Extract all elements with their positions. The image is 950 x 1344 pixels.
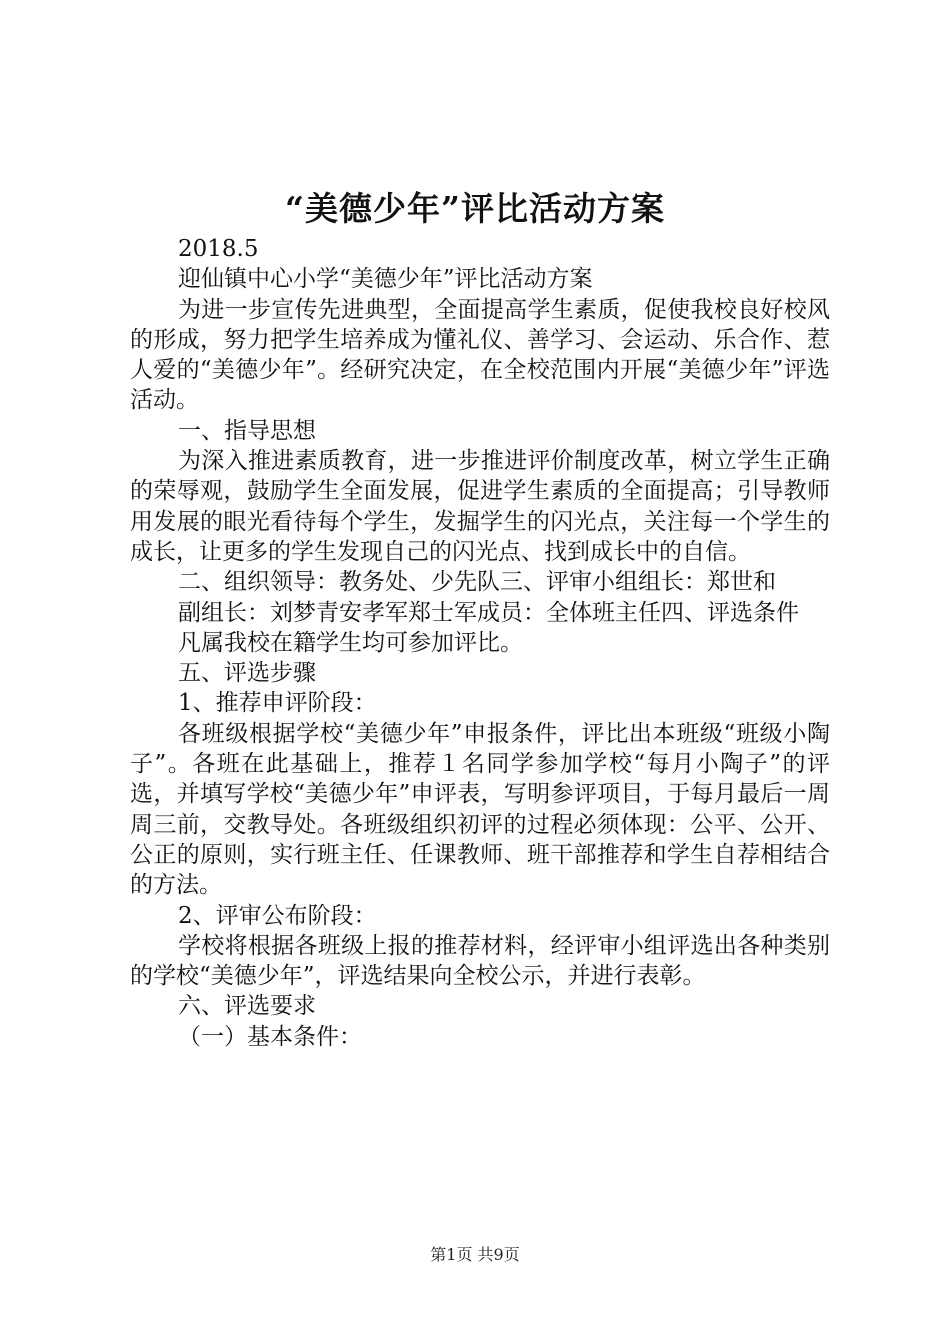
eligibility-paragraph: 凡属我校在籍学生均可参加评比。 bbox=[178, 629, 523, 656]
section-heading-guiding-thought: 一、指导思想 bbox=[178, 417, 316, 444]
guiding-thought-paragraph: 为深入推进素质教育，进一步推进评价制度改革，树立学生正确的荣辱观，鼓励学生全面发展，促进学生素质的全面提高；引导教师用发展的眼光看待每个学生，发掘学生的闪光点，关注每一个学生的成长，让更多的学生发现自己的闪光点、找到成长中的自信。 bbox=[130, 448, 830, 565]
document-body bbox=[130, 234, 830, 1052]
subtitle-paragraph: 迎仙镇中心小学“美德少年”评比活动方案 bbox=[178, 266, 593, 293]
basic-conditions-heading: （一）基本条件： bbox=[178, 1023, 362, 1050]
page-number-footer: 第1页 共9页 bbox=[430, 1245, 520, 1264]
step-one-paragraph: 各班级根据学校“美德少年”申报条件，评比出本班级“班级小陶子”。各班在此基础上，推荐１名同学参加学校“每月小陶子”的评选，并填写学校“美德少年”申评表，写明参评项目，于每月最后一周周三前，交教导处。各班级组织初评的过程必须体现：公平、公开、公正的原则，实行班主任、任课教师、班干部推荐和学生自荐相结合的方法。 bbox=[130, 720, 830, 899]
section-heading-selection-steps: 五、评选步骤 bbox=[178, 660, 316, 687]
date-line: 2018.5 bbox=[178, 236, 259, 262]
section-heading-requirements: 六、评选要求 bbox=[178, 993, 316, 1020]
step-two-paragraph: 学校将根据各班级上报的推荐材料，经评审小组评选出各种类别的学校“美德少年”，评选结果向全校公示，并进行表彰。 bbox=[130, 932, 830, 990]
deputy-leaders-paragraph: 副组长：刘梦青安孝军郑士军成员：全体班主任四、评选条件 bbox=[178, 599, 799, 626]
step-two-heading: 2、评审公布阶段： bbox=[178, 902, 377, 929]
intro-paragraph: 为进一步宣传先进典型，全面提高学生素质，促使我校良好校风的形成，努力把学生培养成为懂礼仪、善学习、会运动、乐合作、惹人爱的“美德少年”。经研究决定，在全校范围内开展“美德少年”评选活动。 bbox=[130, 296, 830, 414]
step-one-heading: 1、推荐申评阶段： bbox=[178, 690, 377, 717]
document-title: “美德少年”评比活动方案 bbox=[285, 189, 665, 228]
organization-paragraph: 二、组织领导：教务处、少先队三、评审小组组长：郑世和 bbox=[178, 569, 776, 596]
